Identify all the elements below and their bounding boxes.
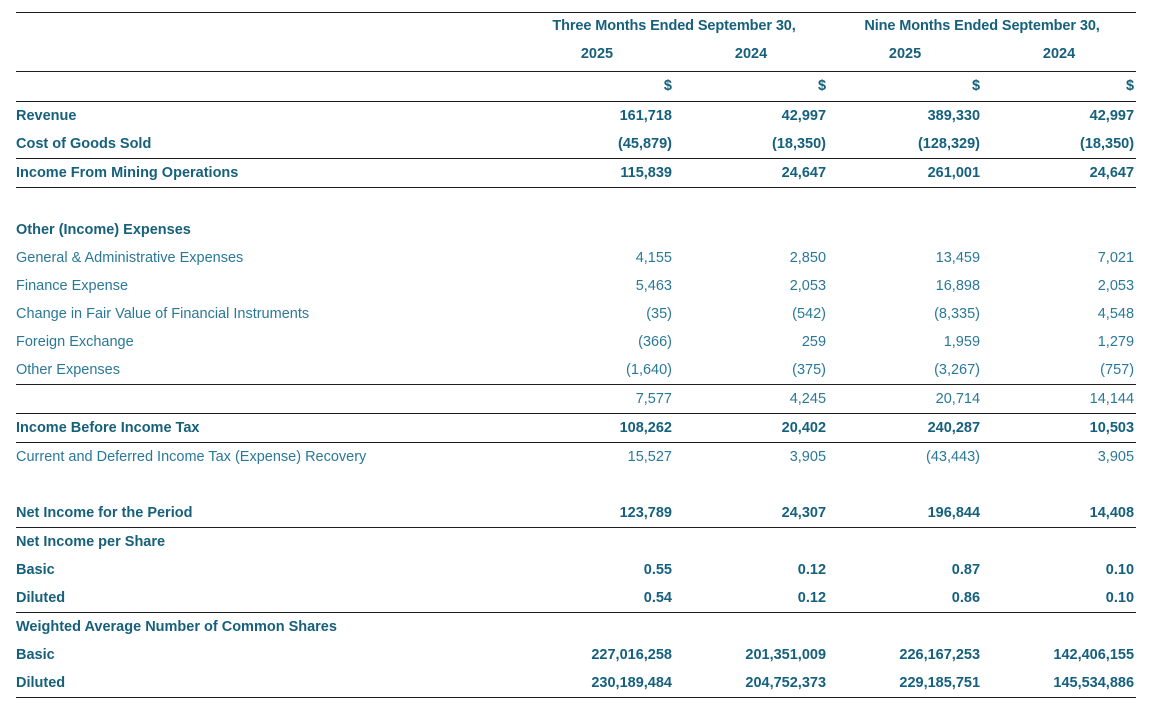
row-label-revenue: Revenue [16,107,77,124]
net-income-per-share-9m-2024 [982,528,1136,557]
shares-basic-3m-2025: 227,016,258 [591,646,672,663]
table-row-cost-of-goods-sold [16,130,1136,159]
revenue-9m-2024: 42,997 [1089,107,1135,124]
ga-expenses-3m-2025: 4,155 [635,249,672,266]
row-label-cost-of-goods-sold: Cost of Goods Sold [16,130,520,159]
table-row-net-income-per-share [16,528,1136,557]
income-tax-3m-2024: 3,905 [789,448,827,465]
header-year-row [16,41,1136,72]
cogs-3m-2025: (45,879) [520,130,674,159]
finance-expense-3m-2025: 5,463 [635,277,672,294]
table-row-foreign-exchange [16,328,1136,356]
row-label-eps-basic: Basic [16,561,55,578]
spacer-row-after-mining-operations [16,188,1136,217]
row-label-shares-diluted: Diluted [16,669,520,698]
spacer-row-before-net-income [16,471,1136,499]
shares-basic-9m-2025: 226,167,253 [899,646,981,663]
ga-expenses-9m-2025: 13,459 [935,249,981,266]
fair-value-change-3m-2024: (542) [792,305,827,322]
table-row-eps-basic [16,556,1136,584]
fair-value-change-9m-2025: (8,335) [934,305,981,322]
other-income-expenses-3m-2024 [674,216,828,244]
row-label-weighted-average-shares: Weighted Average Number of Common Shares [16,618,337,635]
row-label-finance-expense: Finance Expense [16,277,129,294]
table-row-shares-diluted [16,669,1136,698]
other-expenses-3m-2024: (375) [674,356,828,385]
finance-expense-3m-2024: 2,053 [789,277,827,294]
revenue-3m-2025: 161,718 [619,107,672,124]
eps-diluted-3m-2025: 0.54 [520,584,674,613]
row-label-income-before-income-tax: Income Before Income Tax [16,414,520,443]
income-mining-9m-2024: 24,647 [982,159,1136,188]
shares-diluted-9m-2024: 145,534,886 [982,669,1136,698]
other-subtotal-3m-2025: 7,577 [520,385,674,414]
income-statement-sheet [0,12,1152,719]
foreign-exchange-9m-2024: 1,279 [1097,333,1135,350]
table-row-weighted-average-shares [16,613,1136,642]
wa-shares-9m-2024 [982,613,1136,642]
wa-shares-9m-2025 [828,613,982,642]
table-row-other-income-expenses [16,216,1136,244]
table-row-general-administrative-expenses [16,244,1136,272]
row-label-shares-basic: Basic [16,646,55,663]
header-currency-row [16,72,1136,102]
income-tax-9m-2025: (43,443) [926,448,981,465]
net-income-per-share-3m-2024 [674,528,828,557]
other-expenses-3m-2025: (1,640) [520,356,674,385]
shares-diluted-3m-2025: 230,189,484 [520,669,674,698]
revenue-3m-2024: 42,997 [781,107,827,124]
currency-symbol-9m-2024: $ [982,72,1136,102]
header-group-three-months: Three Months Ended September 30, [520,13,828,42]
eps-diluted-3m-2024: 0.12 [674,584,828,613]
foreign-exchange-3m-2025: (366) [638,333,672,350]
other-expenses-9m-2025: (3,267) [828,356,982,385]
eps-basic-3m-2025: 0.55 [643,561,672,578]
header-year-3m-2025: 2025 [520,41,674,72]
table-row-other-expenses-subtotal [16,385,1136,414]
income-statement-table [16,12,1136,698]
header-blank-cell [16,13,520,42]
foreign-exchange-3m-2024: 259 [801,333,827,350]
income-tax-3m-2025: 15,527 [627,448,672,465]
eps-diluted-9m-2024: 0.10 [982,584,1136,613]
header-year-3m-2024: 2024 [674,41,828,72]
net-income-per-share-9m-2025 [828,528,982,557]
row-label-eps-diluted: Diluted [16,584,520,613]
table-row-change-in-fair-value [16,300,1136,328]
table-row-revenue [16,102,1136,131]
other-income-expenses-9m-2024 [982,216,1136,244]
net-income-3m-2024: 24,307 [674,499,828,528]
table-row-income-before-income-tax [16,414,1136,443]
table-row-eps-diluted [16,584,1136,613]
header-group-nine-months: Nine Months Ended September 30, [828,13,1136,42]
table-row-shares-basic [16,641,1136,669]
income-tax-9m-2024: 3,905 [1097,448,1135,465]
net-income-3m-2025: 123,789 [520,499,674,528]
other-income-expenses-9m-2025 [828,216,982,244]
eps-diluted-9m-2025: 0.86 [828,584,982,613]
other-subtotal-9m-2025: 20,714 [828,385,982,414]
fair-value-change-3m-2025: (35) [646,305,672,322]
shares-diluted-3m-2024: 204,752,373 [674,669,828,698]
shares-basic-9m-2024: 142,406,155 [1053,646,1135,663]
ga-expenses-3m-2024: 2,850 [789,249,827,266]
revenue-9m-2025: 389,330 [927,107,981,124]
income-mining-3m-2025: 115,839 [520,159,674,188]
wa-shares-3m-2024 [674,613,828,642]
cogs-3m-2024: (18,350) [674,130,828,159]
table-row-other-expenses [16,356,1136,385]
income-before-tax-9m-2025: 240,287 [828,414,982,443]
net-income-9m-2024: 14,408 [982,499,1136,528]
row-label-general-administrative-expenses: General & Administrative Expenses [16,249,244,266]
income-before-tax-3m-2024: 20,402 [674,414,828,443]
currency-symbol-3m-2025: $ [520,72,674,102]
finance-expense-9m-2024: 2,053 [1097,277,1135,294]
row-label-other-expenses: Other Expenses [16,356,520,385]
table-row-income-from-mining-operations [16,159,1136,188]
fair-value-change-9m-2024: 4,548 [1097,305,1135,322]
row-label-net-income-per-share: Net Income per Share [16,533,166,550]
row-label-foreign-exchange: Foreign Exchange [16,333,134,350]
income-mining-3m-2024: 24,647 [674,159,828,188]
table-row-current-deferred-income-tax [16,443,1136,472]
header-year-9m-2025: 2025 [828,41,982,72]
table-row-net-income-for-the-period [16,499,1136,528]
finance-expense-9m-2025: 16,898 [935,277,981,294]
shares-diluted-9m-2025: 229,185,751 [828,669,982,698]
currency-symbol-3m-2024: $ [674,72,828,102]
income-before-tax-9m-2024: 10,503 [982,414,1136,443]
eps-basic-9m-2024: 0.10 [1105,561,1135,578]
header-group-row [16,13,1136,42]
header-year-9m-2024: 2024 [982,41,1136,72]
income-mining-9m-2025: 261,001 [828,159,982,188]
net-income-per-share-3m-2025 [520,528,674,557]
header-year-blank-cell [16,41,520,72]
header-currency-blank-cell [16,72,520,102]
eps-basic-3m-2024: 0.12 [797,561,827,578]
table-row-finance-expense [16,272,1136,300]
cogs-9m-2025: (128,329) [828,130,982,159]
net-income-9m-2025: 196,844 [828,499,982,528]
row-label-income-from-mining-operations: Income From Mining Operations [16,159,520,188]
currency-symbol-9m-2025: $ [828,72,982,102]
eps-basic-9m-2025: 0.87 [951,561,981,578]
shares-basic-3m-2024: 201,351,009 [745,646,827,663]
foreign-exchange-9m-2025: 1,959 [943,333,981,350]
row-label-other-income-expenses: Other (Income) Expenses [16,221,191,238]
row-label-change-in-fair-value: Change in Fair Value of Financial Instruments [16,305,310,322]
row-label-current-deferred-income-tax: Current and Deferred Income Tax (Expense) Recovery [16,448,367,465]
other-subtotal-3m-2024: 4,245 [674,385,828,414]
other-income-expenses-3m-2025 [520,216,674,244]
ga-expenses-9m-2024: 7,021 [1097,249,1135,266]
other-expenses-9m-2024: (757) [982,356,1136,385]
income-before-tax-3m-2025: 108,262 [520,414,674,443]
cogs-9m-2024: (18,350) [982,130,1136,159]
row-label-other-expenses-subtotal [16,385,520,414]
other-subtotal-9m-2024: 14,144 [982,385,1136,414]
row-label-net-income-for-the-period: Net Income for the Period [16,499,520,528]
wa-shares-3m-2025 [520,613,674,642]
